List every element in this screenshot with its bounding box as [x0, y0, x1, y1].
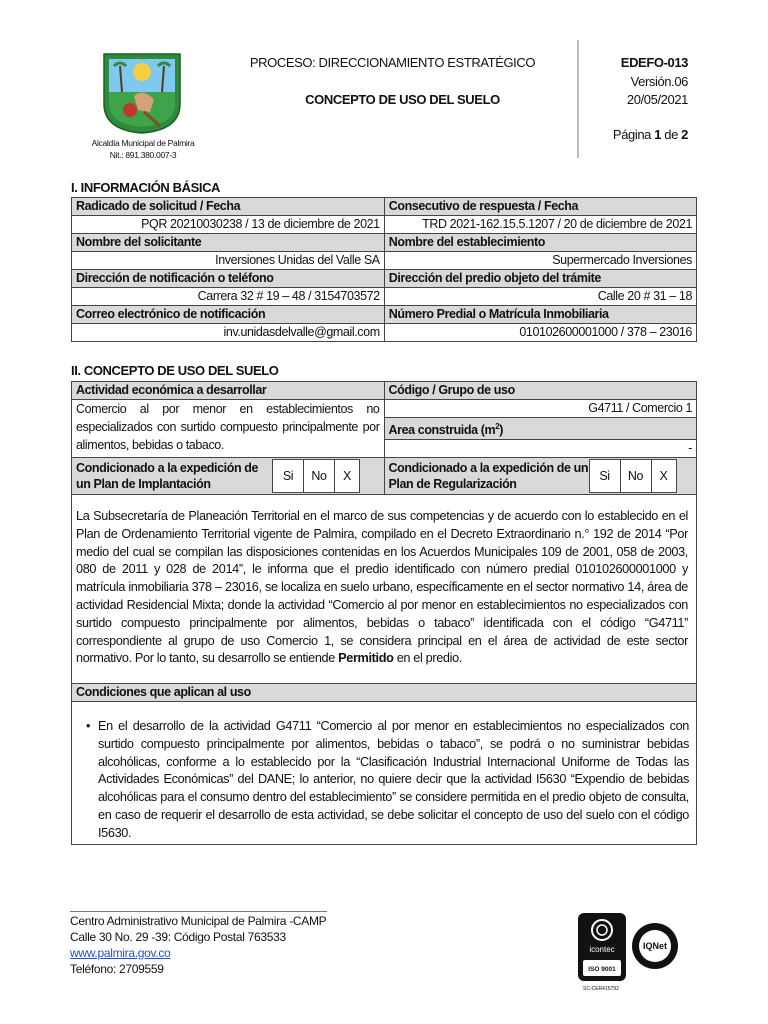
org-nit-text: Nit.: 891.380.007-3 [109, 150, 177, 160]
org-name-text: Alcaldía Municipal de Palmira [91, 138, 195, 148]
area-label-end: ) [499, 423, 504, 438]
regularization-x-mark: X [651, 459, 677, 493]
concept-paragraph [76, 508, 688, 668]
table-cell-label: Nombre del solicitante [72, 234, 385, 252]
use-code-value: G4711 / Comercio 1 [384, 400, 697, 418]
basic-info-table [71, 197, 697, 342]
table-row [72, 306, 697, 324]
implantation-no-box: No [303, 459, 335, 493]
table-cell-value: Inversiones Unidas del Valle SA [72, 252, 385, 270]
section-1-heading: I. INFORMACIÓN BÁSICA [71, 180, 221, 195]
table-row [72, 234, 697, 252]
page-current: 1 [654, 127, 662, 142]
footer-address-2: Calle 30 No. 29 -39: Código Postal 763533 [70, 930, 286, 944]
table-cell-label: Radicado de solicitud / Fecha [72, 198, 385, 216]
iqnet-text: IQNet [642, 941, 668, 951]
regularization-plan-cell [384, 458, 697, 495]
page-number [590, 127, 688, 142]
table-cell-value: Supermercado Inversiones [384, 252, 696, 270]
table-row [72, 400, 697, 418]
permitted-text: Permitido [338, 651, 394, 666]
table-cell-label: Nombre del establecimiento [384, 234, 696, 252]
table-cell-label: Correo electrónico de notificación [72, 306, 385, 324]
header-divider [577, 40, 579, 158]
certificate-code: SC-CER415792 [583, 986, 619, 992]
section-2-heading: II. CONCEPTO DE USO DEL SUELO [71, 363, 279, 378]
condition-text: En el desarrollo de la actividad G4711 “Comercio al por menor en establecimientos no especializados con surtido compuesto principalmente por alimentos, bebidas o tabaco”, se podrá o no suministrar bebidas alcohólicas, conforme a lo establecido por la “Clasificación Industrial Internacional Uniforme de Todas las Actividades Económicas” del DANE; lo anterior, no quiere decir que la actividad I5630 “Expendio de bebidas alcohólicas para el consumo dentro del establecimiento” se considere permitida en el predio objeto de consulta, en caso de requerir el desarrollo de esta actividad, se debe solicitar el concepto de uso del suelo con el código I5630. [98, 719, 689, 840]
regularization-si-box: Si [589, 459, 621, 493]
iqnet-certification-logo [631, 922, 679, 970]
process-label: PROCESO: DIRECCIONAMIENTO ESTRATÉGICO [249, 55, 536, 70]
regularization-no-box: No [620, 459, 652, 493]
footer-divider [70, 911, 327, 912]
table-row [72, 198, 697, 216]
table-cell-value: PQR 20210030238 / 13 de diciembre de 2021 [72, 216, 385, 234]
implantation-plan-label: Condicionado a la expedición de un Plan de Implantación [76, 461, 259, 492]
icontec-brand-text: icontec [589, 945, 615, 954]
implantation-x-mark: X [334, 459, 360, 493]
table-row [72, 324, 697, 342]
area-value: - [384, 440, 697, 458]
table-row [72, 684, 697, 702]
table-row [72, 288, 697, 306]
document-title: CONCEPTO DE USO DEL SUELO [305, 92, 500, 107]
activity-label: Actividad económica a desarrollar [72, 382, 385, 400]
icontec-certification-logo [577, 912, 627, 982]
area-label-sup: 2 [495, 422, 500, 431]
conditions-label: Condiciones que aplican al uso [72, 684, 697, 702]
bullet-dot: • [86, 719, 91, 733]
paragraph-end: en el predio. [393, 651, 462, 666]
document-code: EDEFO-013 [620, 55, 688, 70]
implantation-si-box: Si [272, 459, 304, 493]
table-row [72, 458, 697, 495]
table-row [72, 382, 697, 400]
footer-website-link[interactable]: www.palmira.gov.co [70, 946, 171, 960]
palmira-coat-of-arms-logo [100, 52, 184, 134]
table-cell-email: inv.unidasdelvalle@gmail.com [72, 324, 385, 342]
footer-address-1: Centro Administrativo Municipal de Palmira -CAMP [70, 914, 327, 928]
area-label-text: Area construida (m [388, 423, 496, 438]
table-cell-value: Calle 20 # 31 – 18 [384, 288, 696, 306]
use-code-label: Código / Grupo de uso [384, 382, 697, 400]
footer-contact [70, 913, 326, 977]
document-version: Versión.06 [630, 73, 688, 89]
page-prefix: Página [612, 127, 655, 142]
area-label [384, 418, 697, 440]
table-cell-value: Carrera 32 # 19 – 48 / 3154703572 [72, 288, 385, 306]
regularization-plan-label: Condicionado a la expedición de un Plan de Regularización [388, 461, 589, 492]
page-total: 2 [681, 127, 688, 142]
paragraph-text: La Subsecretaría de Planeación Territorial en el marco de sus competencias y de acuerdo con lo establecido en el Plan de Ordenamiento Territorial vigente de Palmira, compilado en el Decreto Extraordinario n.° 192 de 2014 “Por medio del cual se compilan las disposiciones contenidas en los Acuerdos Municipales 109 de 2001, 058 de 2003, 080 de 2011 y 028 de 2014”, le informa que el predio identificado con número predial 010102600001000 y matrícula inmobiliaria 378 – 23016, se localiza en suelo urbano, específicamente en el sector normativo 14, área de actividad Residencial Mixta; donde la actividad “Comercio al por menor en establecimientos no especializados con surtido compuesto principalmente por alimentos, bebidas o tabaco” identificada con el código “G4711” correspondiente al grupo de uso Comercio 1, se considera principal en el área de actividad de este sector normativo. Por lo tanto, su desarrollo se entiende [76, 509, 688, 666]
page-of: de [661, 127, 682, 142]
document-meta [590, 54, 688, 110]
table-cell-label: Dirección de notificación o teléfono [72, 270, 385, 288]
iso-text: ISO 9001 [588, 966, 616, 973]
document-date: 20/05/2021 [626, 92, 688, 107]
table-cell-value: 010102600001000 / 378 – 23016 [384, 324, 696, 342]
activity-value: Comercio al por menor en establecimientos no especializados con surtido compuesto principalmente por alimentos, bebidas o tabaco. [72, 400, 385, 458]
table-row [72, 216, 697, 234]
footer-phone: Teléfono: 2709559 [70, 962, 164, 976]
table-row [72, 270, 697, 288]
implantation-plan-cell [72, 458, 385, 495]
table-cell-label: Dirección del predio objeto del trámite [384, 270, 696, 288]
condition-list-item [88, 718, 689, 843]
table-cell-label: Número Predial o Matrícula Inmobiliaria [384, 306, 696, 324]
organization-name [70, 137, 216, 161]
table-row [72, 252, 697, 270]
table-cell-label: Consecutivo de respuesta / Fecha [384, 198, 696, 216]
table-cell-value: TRD 2021-162.15.5.1207 / 20 de diciembre de 2021 [384, 216, 696, 234]
